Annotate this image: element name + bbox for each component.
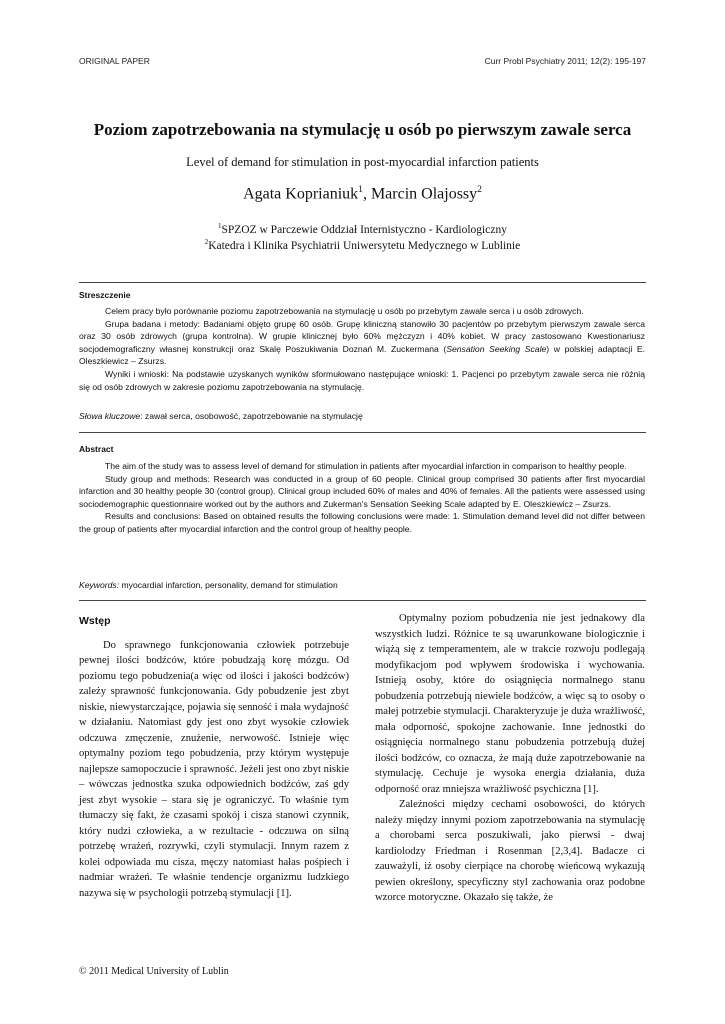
affiliation [0,239,725,252]
scale-name: Sensation Seeking Scale [446,343,547,354]
affiliation [0,223,725,236]
abstract-heading: Abstract [79,444,114,454]
streszczenie-text: Grupa badana i metody: Badaniami objęto grupę 60 osób. Grupę kliniczną stanowiło 30 pacjentów po przebytym pierwszym zawale serca oraz 30 osób zdrowych (grupa kontrolna). W grupie klinicznej było 60% mężczyzn i 40% kobiet. W pracy zastosowano Kwestionariusz socjodemograficzny własnej konstrukcji oraz Skalę Poszukiwania Doznań M. Zuckermana ( [79,318,645,354]
keywords-en [79,580,645,590]
running-header-left: ORIGINAL PAPER [79,56,150,66]
streszczenie-heading: Streszczenie [79,290,131,300]
body-paragraph: Zależności między cechami osobowości, do których należy między innymi poziom zapotrzebowania na stymulację a chorobami serca poszukiwali, jako pierwsi - dwaj kardiolodzy Friedman i Rosenman [2,3,4]. Badacze ci zauważyli, iż osoby cierpiące na chorobę wieńcową wykazują pewien określony, specyficzny styl zachowania oraz podobne wzorce motoryczne. Okazało się także, że [375,799,645,903]
abstract-body [79,460,645,536]
body-paragraph: Optymalny poziom pobudzenia nie jest jednakowy dla wszystkich ludzi. Różnice te są uwarunkowane biologicznie i wiążą się z temperamentem, ale w trakcie rozwoju podlegają modyfikacjom pod wpływem środowiska i wychowania. Istnieją osoby, które do osiągnięcia normalnego stanu pobudzenia potrzebują niewiele bodźców, a więc są to osoby o małej potrzebie stymulacji. Charakteryzuje je duża wrażliwość, mała odporność, spokojne zachowanie. Inne jednostki do osiągnięcia normalnego stanu pobudzenia potrzebują dużej ilości bodźców, co oznacza, że mają duże zapotrzebowanie na stymulację. Cechuje je wysoka energia działania, duża odporność oraz mniejsza wrażliwość psychiczna [1]. [375,613,645,795]
keywords-label: Słowa kluczowe [79,411,141,421]
streszczenie-text: ) w polskiej adaptacji E. Oleszkiewicz – Zsurzs. [79,343,645,367]
divider [79,282,646,283]
author-affiliation-mark: 1 [358,184,363,195]
author-name: Marcin Olajossy [370,185,478,203]
streszczenie-paragraph [79,318,645,368]
author-name: Agata Koprianiuk [243,185,359,203]
body-column-left [79,614,349,901]
paper-subtitle: Level of demand for stimulation in post-myocardial infarction patients [186,155,539,169]
abstract-paragraph: Study group and methods: Research was conducted in a group of 60 people. Clinical group comprised 30 patients after first myocardial infarction and 30 healthy people 30 (control group). Clinical group included 60% of males and 40% of females. All the patients were assessed using sociodemographic questionnaire worked out by the authors and Zukerman's Sensation Seeking Scale adapted by E. Oleszkiewicz – Zsurzs. [79,473,645,509]
running-header-right: Curr Probl Psychiatry 2011; 12(2): 195-197 [484,56,646,66]
author-separator: , [362,185,371,203]
keywords-text: : zawał serca, osobowość, zapotrzebowanie na stymulację [140,411,363,421]
section-heading: Wstęp [79,615,111,627]
keywords-pl [79,411,645,421]
paper-title: Poziom zapotrzebowania na stymulację u osób po pierwszym zawale serca [93,120,632,139]
author-affiliation-mark: 2 [477,184,482,195]
streszczenie-paragraph: Wyniki i wnioski: Na podstawie uzyskanych wyników sformułowano następujące wnioski: 1. Pacjenci po przebytym zawale serca nie różnią się od osób zdrowych w zakresie poziomu zapotrzebowania na stymulację. [79,368,645,392]
abstract-paragraph: Results and conclusions: Based on obtained results the following conclusions were made: 1. Stimulation demand level did not differ between the group of patients after myocardial infarction and the control group of healthy people. [79,511,645,534]
affiliation-text: Katedra i Klinika Psychiatrii Uniwersytetu Medycznego w Lublinie [208,239,521,252]
divider [79,600,646,601]
page-footer: © 2011 Medical University of Lublin [79,966,229,977]
divider [79,432,646,433]
keywords-text: myocardial infarction, personality, demand for stimulation [119,580,338,590]
affiliation-mark: 1 [218,223,222,230]
body-paragraph: Do sprawnego funkcjonowania człowiek potrzebuje pewnej ilości bodźców, które pobudzają korę mózgu. Od poziomu tego pobudzenia(a więc od ilości i jakości bodźców) zależy sprawność funkcjonowania. Gdy pobudzenie jest zbyt niskie, niewystarczające, pojawia się senność i mała wydajność w działaniu. Natomiast gdy jest ono zbyt wysokie człowiek odczuwa zmęczenie, znużenie, nerwowość. Istnieje więc optymalny poziom tego pobudzenia, przy którym występuje najlepsze samopoczucie i sprawność. Jeżeli jest ono zbyt niskie – wówczas jednostka szuka odpowiednich bodźców, zaś gdy jest zbyt wysokie – stara się je ograniczyć. To właśnie tym tłumaczy się fakt, że czasami spokój i cisza stanowi czynnik, który nudzi człowieka, a w rezultacie - odczuwa on silną potrzebę wrażeń, rozrywki, czyli stymulacji. Innym razem z kolei odpowiada mu cisza, męczy natomiast hałas pośpiech i nadmiar wrażeń. Te właśnie tendencje organizmu ludzkiego nazywa się w psychologii potrzebą stymulacji [1]. [79,639,349,899]
streszczenie-body [79,305,645,393]
streszczenie-paragraph: Celem pracy było porównanie poziomu zapotrzebowania na stymulację u osób po przebytym zawale serca i u osób zdrowych. [105,306,584,316]
abstract-paragraph: The aim of the study was to assess level of demand for stimulation in patients after myocardial infarction in comparison to healthy people. [105,461,627,471]
keywords-label: Keywords: [79,580,120,590]
affiliation-text: SPZOZ w Parczewie Oddział Internistyczno - Kardiologiczny [221,223,507,236]
affiliation-mark: 2 [204,239,209,246]
body-column-right [375,611,645,906]
authors-line [0,184,725,203]
